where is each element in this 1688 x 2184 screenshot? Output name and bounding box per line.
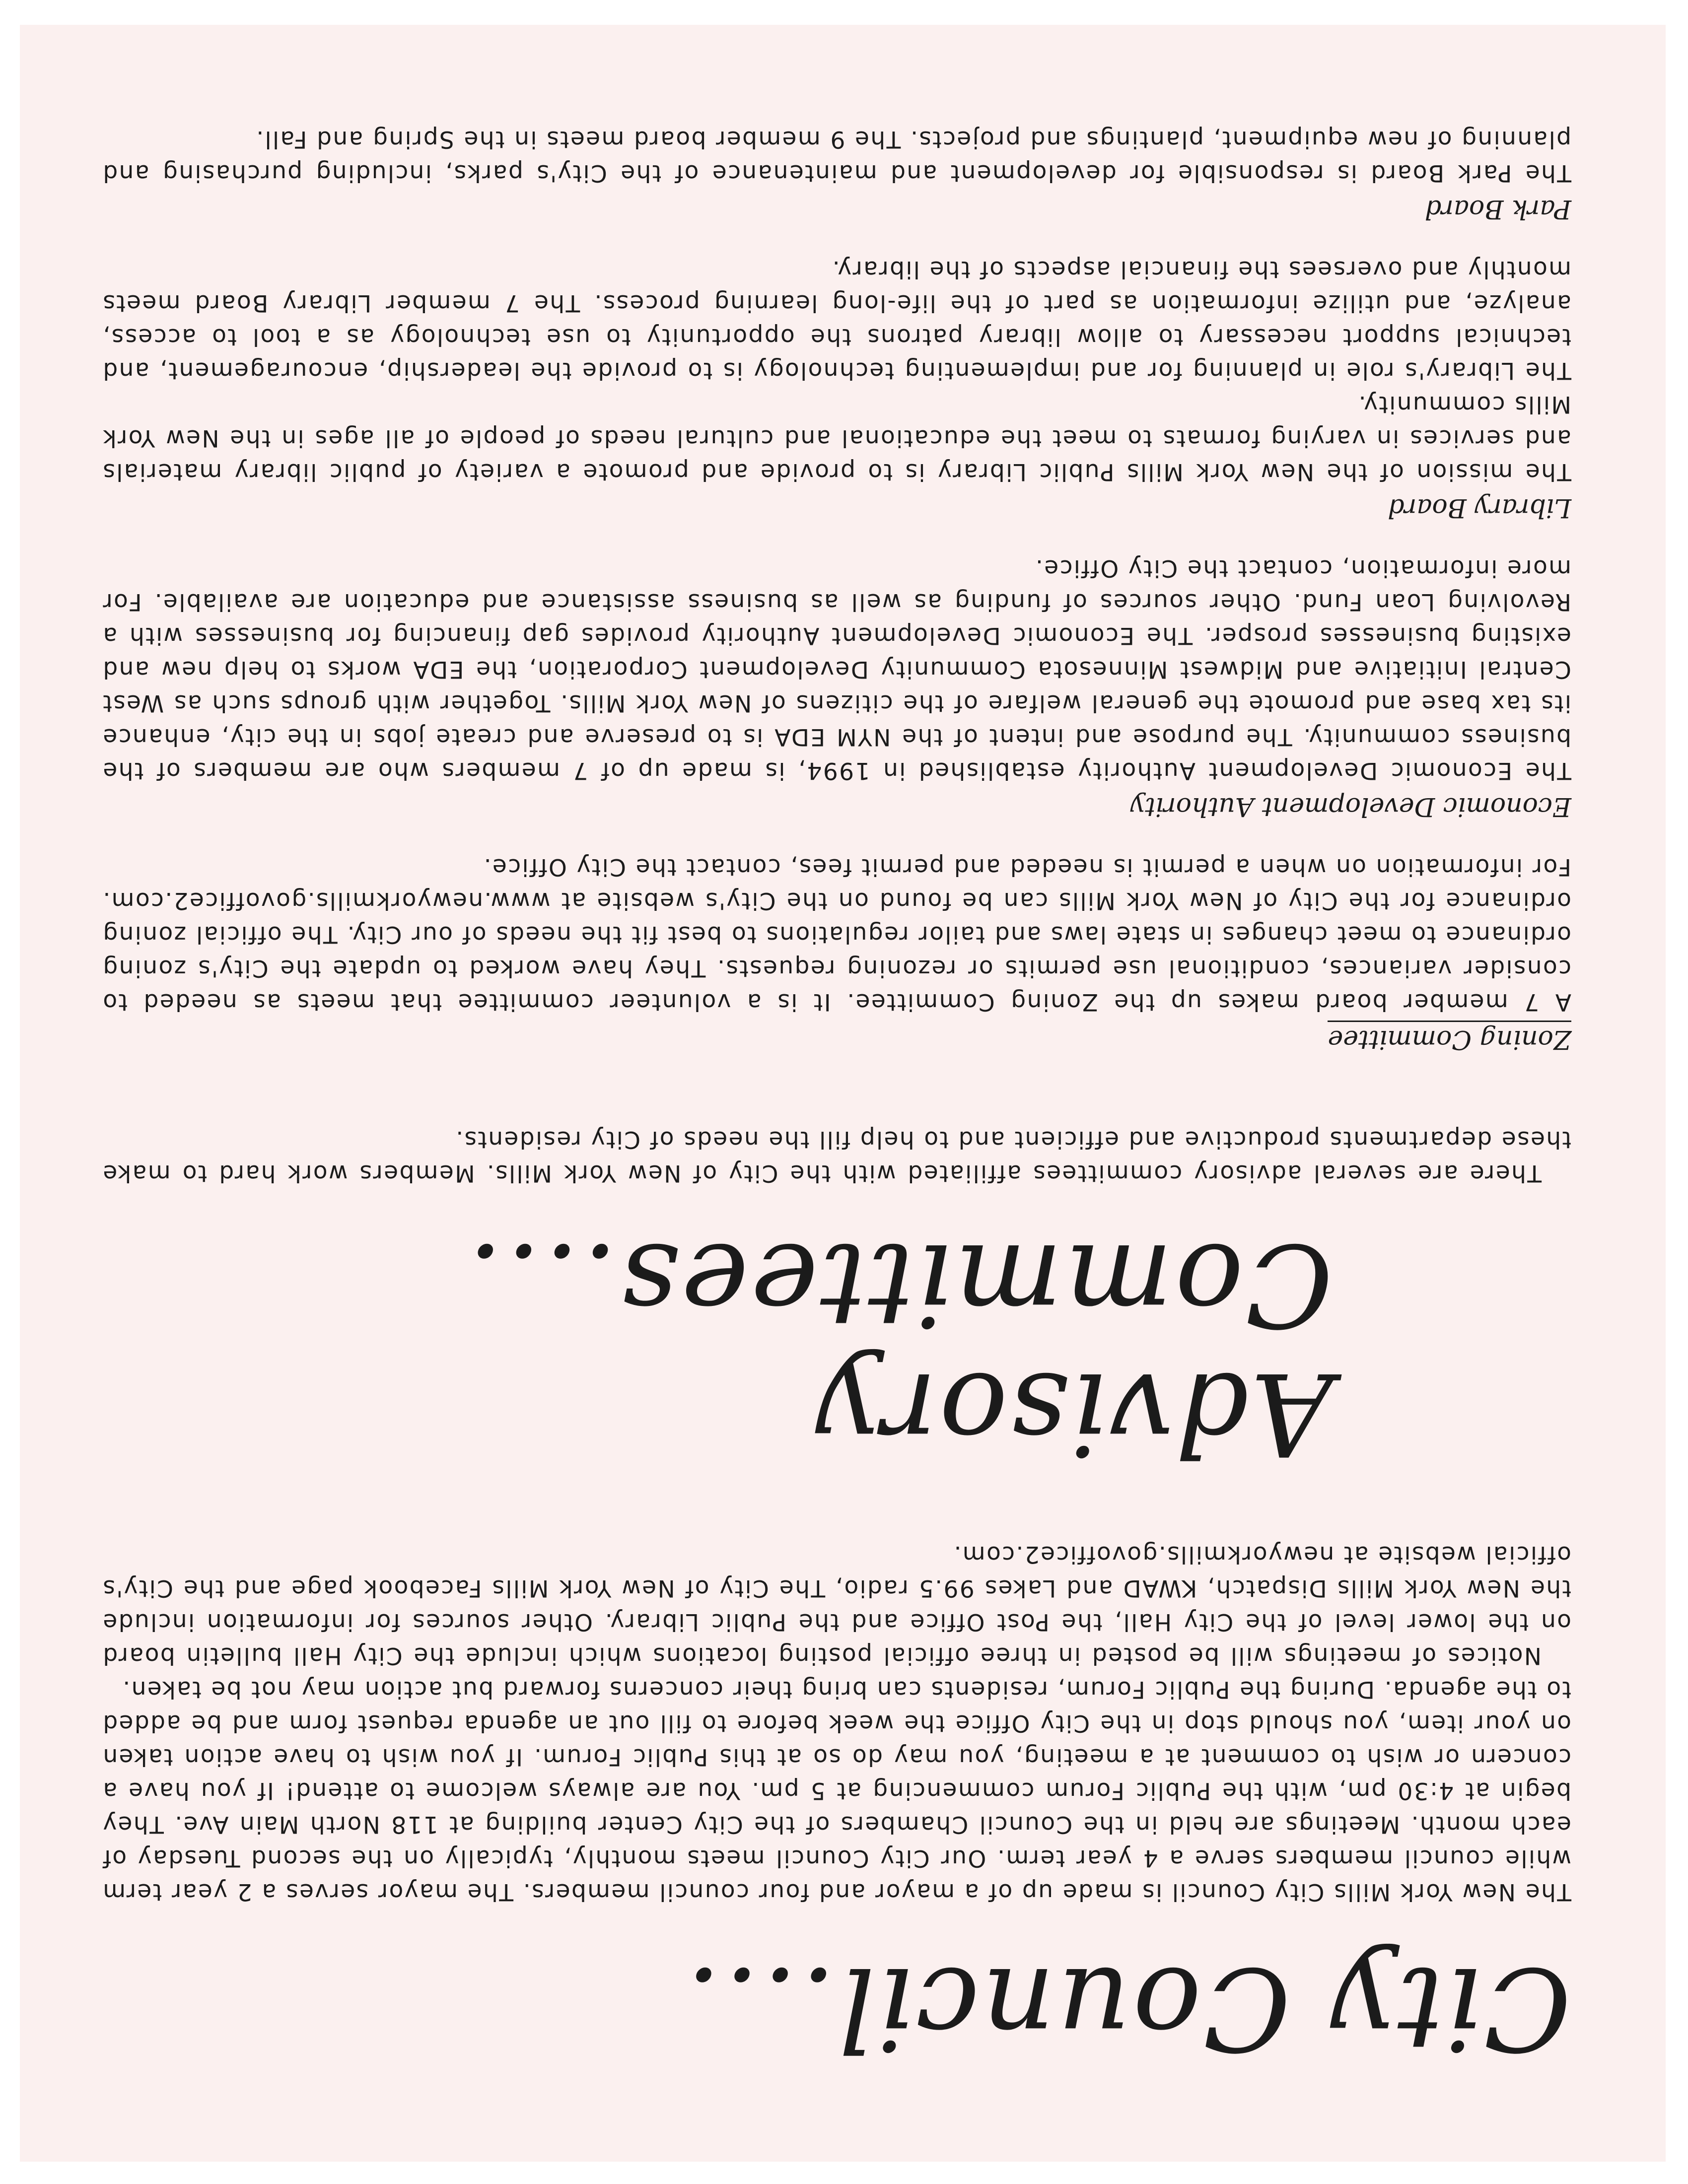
city-council-paragraph-1: The New York Mills City Council is made up of a mayor and four council members. The mayor serves a 2 year term while council members serve a 4 year term. Our City Council meets monthly, typically on the second Tuesday of each month. Meetings are held in the Council Chambers of the City Center building at 118 North Main Ave. They begin at 4:30 pm, with the Public Forum commencing at 5 pm. You are always welcome to attend! If you have a concern or wish to comment at a meeting, you may do so at this Public Forum. If you wish to have action taken on your item, you should stop in the City Office the week before to fill out an agenda request form and be added to the agenda. During the Public Forum, residents can bring their concerns forward but action may not be taken. <box>102 1676 1571 1906</box>
city-council-heading: City Council.... <box>683 1942 1571 2074</box>
park-board-heading: Park Board <box>1424 194 1571 224</box>
library-board-heading: Library Board <box>1388 493 1571 523</box>
library-board-mission: The mission of the New York Mills Public Library is to provide and promote a variety of public library materials and services in varying formats to meet the educational and cultural needs of people of all ages in the New York Mills community. <box>102 391 1571 485</box>
eda-heading: Economic Development Authority <box>1130 792 1571 821</box>
park-board-text: The Park Board is responsible for development and maintenance of the City's parks, including purchasing and planning of new equipment, plantings and projects. The 9 member board meets in the Spring and Fall. <box>102 126 1571 187</box>
document-page <box>20 25 1666 2162</box>
zoning-committee-text: A 7 member board makes up the Zoning Committee. It is a volunteer committee that meets as needed to consider variances, conditional use permits or rezoning requests. They have worked to update the City's zoning ordinance to meet changes in state laws and tailor regulations to best fit the needs of our City. The official zoning ordinance for the City of New York Mills can be found on the City's website at www.newyorkmills.govoffice2.com. For information on when a permit is needed and permit fees, contact the City Office. <box>102 853 1571 1016</box>
city-council-paragraph-2: Notices of meetings will be posted in three official posting locations which include the City Hall bulletin board on the lower level of the City Hall, the Post Office and the Public Library. Other sources for information include the New York Mills Dispatch, KWAD and Lakes 99.5 radio, The City of New York Mills Facebook page and the City's official website at newyorkmills.govoffice2.com. <box>102 1541 1571 1669</box>
rotated-page-content <box>20 25 1666 2162</box>
advisory-committees-heading: Advisory Committees.... <box>465 1218 1333 1480</box>
advisory-intro: There are several advisory committees affiliated with the City of New York Mills. Members work hard to make these departments productive and efficient and to help fill the needs of City residents. <box>102 1126 1571 1187</box>
zoning-committee-heading: Zoning Committee <box>1328 1021 1571 1057</box>
content-column <box>102 122 1571 2072</box>
library-board-technology: The Library's role in planning for and implementing technology is to provide the leadership, encouragement, and technical support necessary to allow library patrons the opportunity to use technology as a tool to access, analyze, and utilize information as part of the life-long learning process. The 7 member Library Board meets monthly and oversees the financial aspects of the library. <box>102 256 1571 384</box>
eda-text: The Economic Development Authority established in 1994, is made up of 7 members who are members of the business community. The purpose and intent of the NYM EDA is to preserve and create jobs in the city, enhance its tax base and promote the general welfare of the citizens of New York Mills. Together with groups such as West Central Initiative and Midwest Minnesota Community Development Corporation, the EDA works to help new and existing businesses prosper. The Economic Development Authority provides gap financing for businesses with a Revolving Loan Fund. Other sources of funding as well as business assistance and education are available. For more information, contact the City Office. <box>102 554 1571 784</box>
